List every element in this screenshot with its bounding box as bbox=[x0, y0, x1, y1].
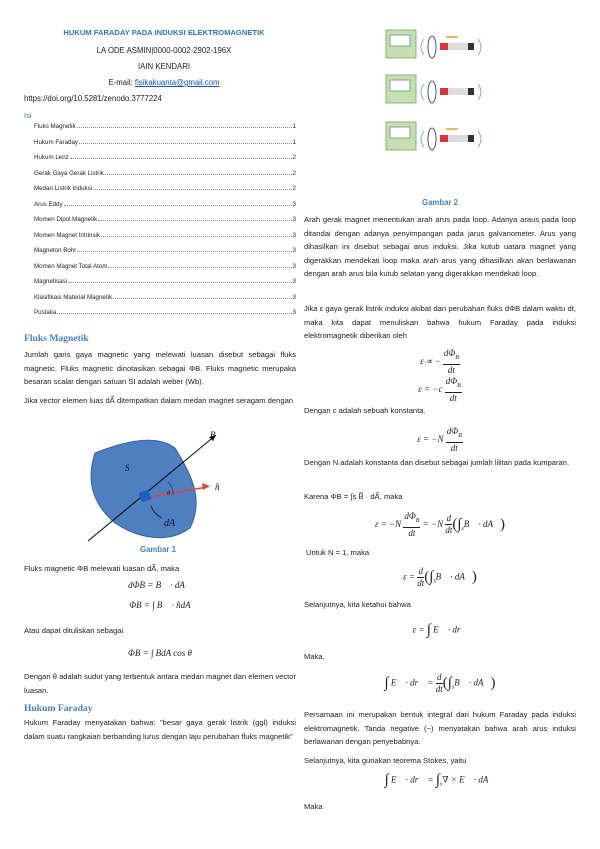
toc-entry-label: Arus Eddy bbox=[34, 200, 63, 208]
toc-leader-dots bbox=[64, 205, 292, 206]
paragraph-right-10: Selanjutnya, kita gunakan teorema Stokes, yaitu bbox=[304, 756, 467, 765]
paragraph-right-11: Maka bbox=[304, 802, 323, 811]
toc-entry-page: 1 bbox=[292, 123, 296, 130]
toc-leader-dots bbox=[77, 127, 292, 128]
toc-entry-label: Medan Listrik Induksi bbox=[34, 185, 93, 192]
toc-entry[interactable] bbox=[34, 294, 296, 301]
toc-entry-page: 2 bbox=[292, 154, 296, 161]
section-heading-fluks: Fluks Magnetik bbox=[24, 333, 89, 344]
galvanometer-figure bbox=[380, 25, 500, 165]
galvanometer-panel-1 bbox=[386, 30, 481, 58]
toc-entry-label: Pustaka bbox=[34, 309, 57, 316]
toc-entry[interactable] bbox=[34, 278, 296, 285]
toc-entry[interactable] bbox=[34, 170, 296, 177]
equation-phi-integral: ΦB = ∫ B⃗ · n̂dA bbox=[129, 600, 191, 610]
label-b: B⃗ bbox=[210, 430, 223, 440]
toc-leader-dots bbox=[57, 313, 291, 314]
section-heading-faraday: Hukum Faraday bbox=[24, 703, 93, 714]
figure-2-caption: Gambar 2 bbox=[422, 198, 458, 207]
toc-entry-page: 2 bbox=[292, 185, 296, 192]
toc-entry-page: 1 bbox=[292, 138, 296, 146]
toc-entry-page: 3 bbox=[292, 278, 296, 285]
document-title: HUKUM FARADAY PADA INDUKSI ELEKTROMAGNETIK bbox=[63, 28, 265, 37]
equation-n-turns: ε = −N $\frac{d\Phi_B}{dt}$ bbox=[417, 426, 462, 453]
paragraph-fluks-3: Fluks magnetic ΦB melewati luasan dA⃗, maka bbox=[24, 564, 180, 573]
toc-leader-dots bbox=[68, 282, 292, 283]
toc-entry-page: 3 bbox=[292, 200, 296, 208]
toc-entry[interactable] bbox=[34, 247, 296, 254]
toc-entry-page: 3 bbox=[292, 216, 296, 223]
email-label: E-mail: bbox=[108, 78, 135, 87]
label-da: dA⃗ bbox=[164, 518, 183, 529]
label-theta: θ bbox=[167, 490, 171, 497]
toc-leader-dots bbox=[101, 236, 292, 237]
paragraph-right-6: Untuk N = 1, maka bbox=[306, 548, 370, 557]
toc-entry[interactable] bbox=[34, 263, 296, 270]
surface-flux-diagram bbox=[70, 428, 240, 548]
paragraph-right-7: Selanjutnya, kita ketahui bahwa bbox=[304, 600, 411, 609]
toc-entry[interactable] bbox=[34, 309, 296, 316]
equation-stokes: ∫ E⃗ · dr⃗ = $\int_s\nabla$ × E⃗ · dA⃗ bbox=[384, 772, 496, 788]
institution: IAIN KENDARI bbox=[138, 62, 190, 71]
equation-dphi: dΦB = B⃗ · dA⃗ bbox=[128, 580, 192, 590]
equation-phi-cos: ΦB = ∫ BdA cos θ bbox=[128, 648, 192, 658]
equation-constant-c: ε = −c $\frac{d\Phi_B}{dt}$ bbox=[418, 376, 461, 403]
toc-entry[interactable] bbox=[34, 139, 296, 146]
toc-leader-dots bbox=[79, 143, 292, 144]
figure-1-caption: Gambar 1 bbox=[140, 545, 176, 554]
toc-entry-label: Klasifikasi Material Magnetik bbox=[34, 293, 113, 301]
paragraph-fluks-2: Jika vector elemen luas dA⃗ ditempatkan dalam medan magnet seragam dengan bbox=[24, 396, 294, 405]
author-line: LA ODE ASMIN|0000-0002-2902-196X bbox=[96, 46, 232, 55]
paragraph-right-5: Karena ΦB = ∫s B⃗ · dA⃗, maka bbox=[304, 492, 403, 501]
toc-leader-dots bbox=[108, 267, 291, 268]
toc-entry-label: Magnetisasi bbox=[34, 278, 68, 285]
equation-faraday-integral: ∫ E⃗ · dr⃗ = $\frac{d}{dt}$ ($\int_sB⃗$ · dA⃗) bbox=[384, 672, 496, 694]
equation-proportional: ε ∝ − $\frac{d\Phi_B}{dt}$ bbox=[420, 348, 459, 375]
toc-entry-label: Momen Magnet Intrinsik bbox=[34, 231, 101, 239]
toc-entry-page: 2 bbox=[292, 169, 296, 177]
toc-leader-dots bbox=[93, 189, 291, 190]
paragraph-right-8: Maka, bbox=[304, 652, 325, 661]
label-n: n̂ bbox=[215, 482, 220, 492]
toc-entry-label: Magneton Bohr bbox=[34, 247, 77, 254]
paragraph-right-3: Dengan c adalah sebuah konstanta. bbox=[304, 406, 426, 415]
label-s: S bbox=[125, 463, 130, 473]
equation-emf-line-integral: ε = ∫ E⃗ · dr⃗ bbox=[412, 622, 468, 638]
paragraph-faraday-1: Hukum Faraday menyatakan bahwa: "besar gaya gerak listrik (ggl) induksi dalam suatu rangkaian berbanding lurus dengan laju perubahan fluks magnetik" bbox=[24, 718, 296, 741]
toc-entry-label: Gerak Gaya Gerak Listrik bbox=[34, 169, 104, 177]
toc-entry-label: Momen Dipol Magnetik bbox=[34, 216, 98, 223]
toc-entry-page: 3 bbox=[292, 247, 296, 254]
toc-heading: Isi bbox=[24, 111, 32, 120]
toc-entry[interactable] bbox=[34, 154, 296, 161]
equation-emf-n1: ε = $\frac{d}{dt}$ ($\int_sB⃗$ · dA⃗) bbox=[403, 566, 477, 588]
toc-leader-dots bbox=[77, 251, 291, 252]
toc-entry-label: Fluks Magnetik bbox=[34, 123, 76, 130]
toc-entry-page: 3 bbox=[292, 231, 296, 239]
toc-leader-dots bbox=[113, 298, 291, 299]
email-link[interactable]: fisikakuanta@gmail.com bbox=[134, 78, 220, 87]
paragraph-right-1: Arah gerak magnet menentukan arah arus pada loop. Adanya araus pada loop ditandai dengan adanya penyimpangan pada jarus galvanometer. Arus yang dihasilkan ini disebut sebagai arus induksi. Jika kutub uatara magnet yang digerakkan mendekati loop maka arah arus yang dihasilkan akan berlawanan dengan arah arus bila kutub selatan yang digerakkan mendekati loop. bbox=[304, 215, 576, 279]
equation-emf-expanded: ε = −N $\frac{d\Phi_B}{dt}$ = −N $\frac{d}{dt}$ ($\int_sB⃗$ · dA⃗) bbox=[374, 511, 506, 538]
toc-entry[interactable] bbox=[34, 232, 296, 239]
toc-leader-dots bbox=[70, 158, 292, 159]
toc-entry-page: 3 bbox=[292, 309, 296, 316]
toc-entry[interactable] bbox=[34, 201, 296, 208]
paragraph-fluks-1: Jumlah garis gaya magnetic yang melewati luasan disebut sebagai fluks magnetic. Fluks magnetic dinotasikan sebagai ΦB. Fluks magnetic merupaka besaran scalar dengan satuan SI adalah weber (Wb). bbox=[24, 350, 296, 387]
email-line bbox=[24, 78, 304, 87]
doi-link[interactable]: https://doi.org/10.5281/zenodo.3777224 bbox=[24, 94, 162, 103]
toc-entry-page: 3 bbox=[292, 262, 296, 270]
toc-entry[interactable] bbox=[34, 185, 296, 192]
paragraph-right-9: Persamaan ini merupakan bentuk integral dari hukum Faraday pada induksi elektromagnetik. Tanda negative (−) menyatakan bahwa arah arus induksi berlawanan dengan penyebabnya. bbox=[304, 710, 576, 747]
galvanometer-panel-3 bbox=[386, 122, 481, 150]
toc-entry-label: Hukum Faraday bbox=[34, 138, 79, 146]
toc-entry[interactable] bbox=[34, 216, 296, 223]
toc-leader-dots bbox=[105, 174, 292, 175]
toc-entry-label: Hukum Lenz bbox=[34, 154, 69, 161]
toc-entry-label: Momen Magnet Total Atom bbox=[34, 262, 108, 270]
galvanometer-panel-2 bbox=[386, 75, 481, 103]
toc-entry-page: 3 bbox=[292, 293, 296, 301]
paragraph-right-2: Jika ε gaya gerak listrik induksi akibat dari perubahan fluks dΦB dalam waktu dt, maka kita dapat menuliskan bahwa hukum Faraday pada induksi elektromagnetik diberikan oleh bbox=[304, 304, 576, 341]
paragraph-fluks-4: Atau dapat dituliskan sebagai bbox=[24, 626, 124, 635]
paragraph-right-4: Dengan N adalah konstanta dan disebut sebagai jumlah lilitan pada kumparan. bbox=[304, 458, 570, 467]
toc-leader-dots bbox=[98, 220, 291, 221]
paragraph-fluks-5: Dengan θ adalah sudut yang terbentuk antara medan magnet dan elemen vector luasan. bbox=[24, 672, 296, 695]
toc-entry[interactable] bbox=[34, 123, 296, 130]
